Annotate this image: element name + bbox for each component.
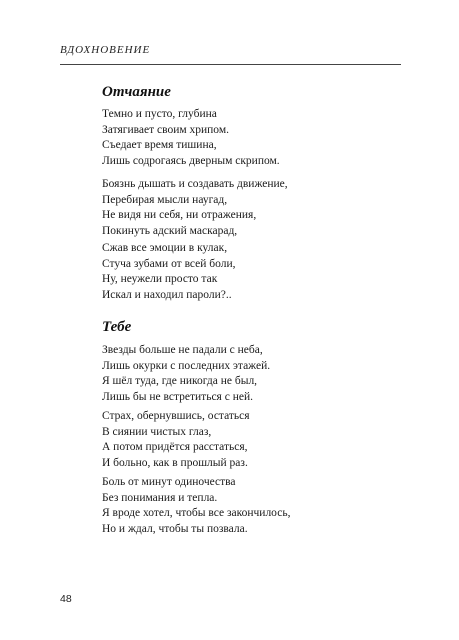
poem-line: Страх, обернувшись, остаться (102, 410, 250, 422)
poem-line: Ну, неужели просто так (102, 273, 218, 285)
poem-line: Я шёл туда, где никогда не был, (102, 375, 258, 387)
poem-line: Боязнь дышать и создавать движение, (102, 178, 288, 190)
poem-title: Тебе (102, 319, 132, 335)
poem-line: А потом придётся расстаться, (102, 441, 248, 453)
poem-line: Покинуть адский маскарад, (102, 224, 238, 237)
poem-line: Затягивает своим хрипом. (102, 123, 229, 136)
poem-line: Боль от минут одиночества (102, 476, 236, 488)
stanza (102, 409, 250, 471)
stanza (102, 343, 270, 405)
poem-line: Без понимания и тепла. (102, 491, 218, 504)
header-divider (60, 64, 401, 65)
page-number: 48 (60, 593, 72, 605)
poem-line: Темно и пусто, глубина (102, 108, 217, 120)
poem-line: Не видя ни себя, ни отражения, (102, 209, 257, 221)
poem-line: Стуча зубами от всей боли, (102, 257, 236, 270)
poem-line: И больно, как в прошлый раз. (102, 456, 248, 469)
poem-line: В сиянии чистых глаз, (102, 425, 212, 438)
poem-line: Звезды больше не падали с неба, (102, 344, 263, 356)
running-header: ВДОХНОВЕНИЕ (60, 44, 151, 56)
stanza (102, 107, 280, 169)
poem-line: Но и ждал, чтобы ты позвала. (102, 522, 248, 535)
stanza (102, 177, 288, 239)
poem-line: Перебирая мысли наугад, (102, 193, 228, 206)
poem-line: Лишь окурки с последних этажей. (102, 359, 271, 372)
poem-title: Отчаяние (102, 84, 171, 100)
poem-line: Сжав все эмоции в кулак, (102, 242, 228, 254)
poem-line: Я вроде хотел, чтобы все закончилось, (102, 507, 291, 519)
poem-line: Искал и находил пароли?.. (102, 288, 232, 301)
stanza (102, 241, 236, 303)
stanza (102, 475, 290, 537)
poem-line: Съедает время тишина, (102, 139, 217, 151)
poem-line: Лишь бы не встретиться с ней. (102, 390, 253, 403)
poem-line: Лишь содрогаясь дверным скрипом. (102, 154, 280, 167)
